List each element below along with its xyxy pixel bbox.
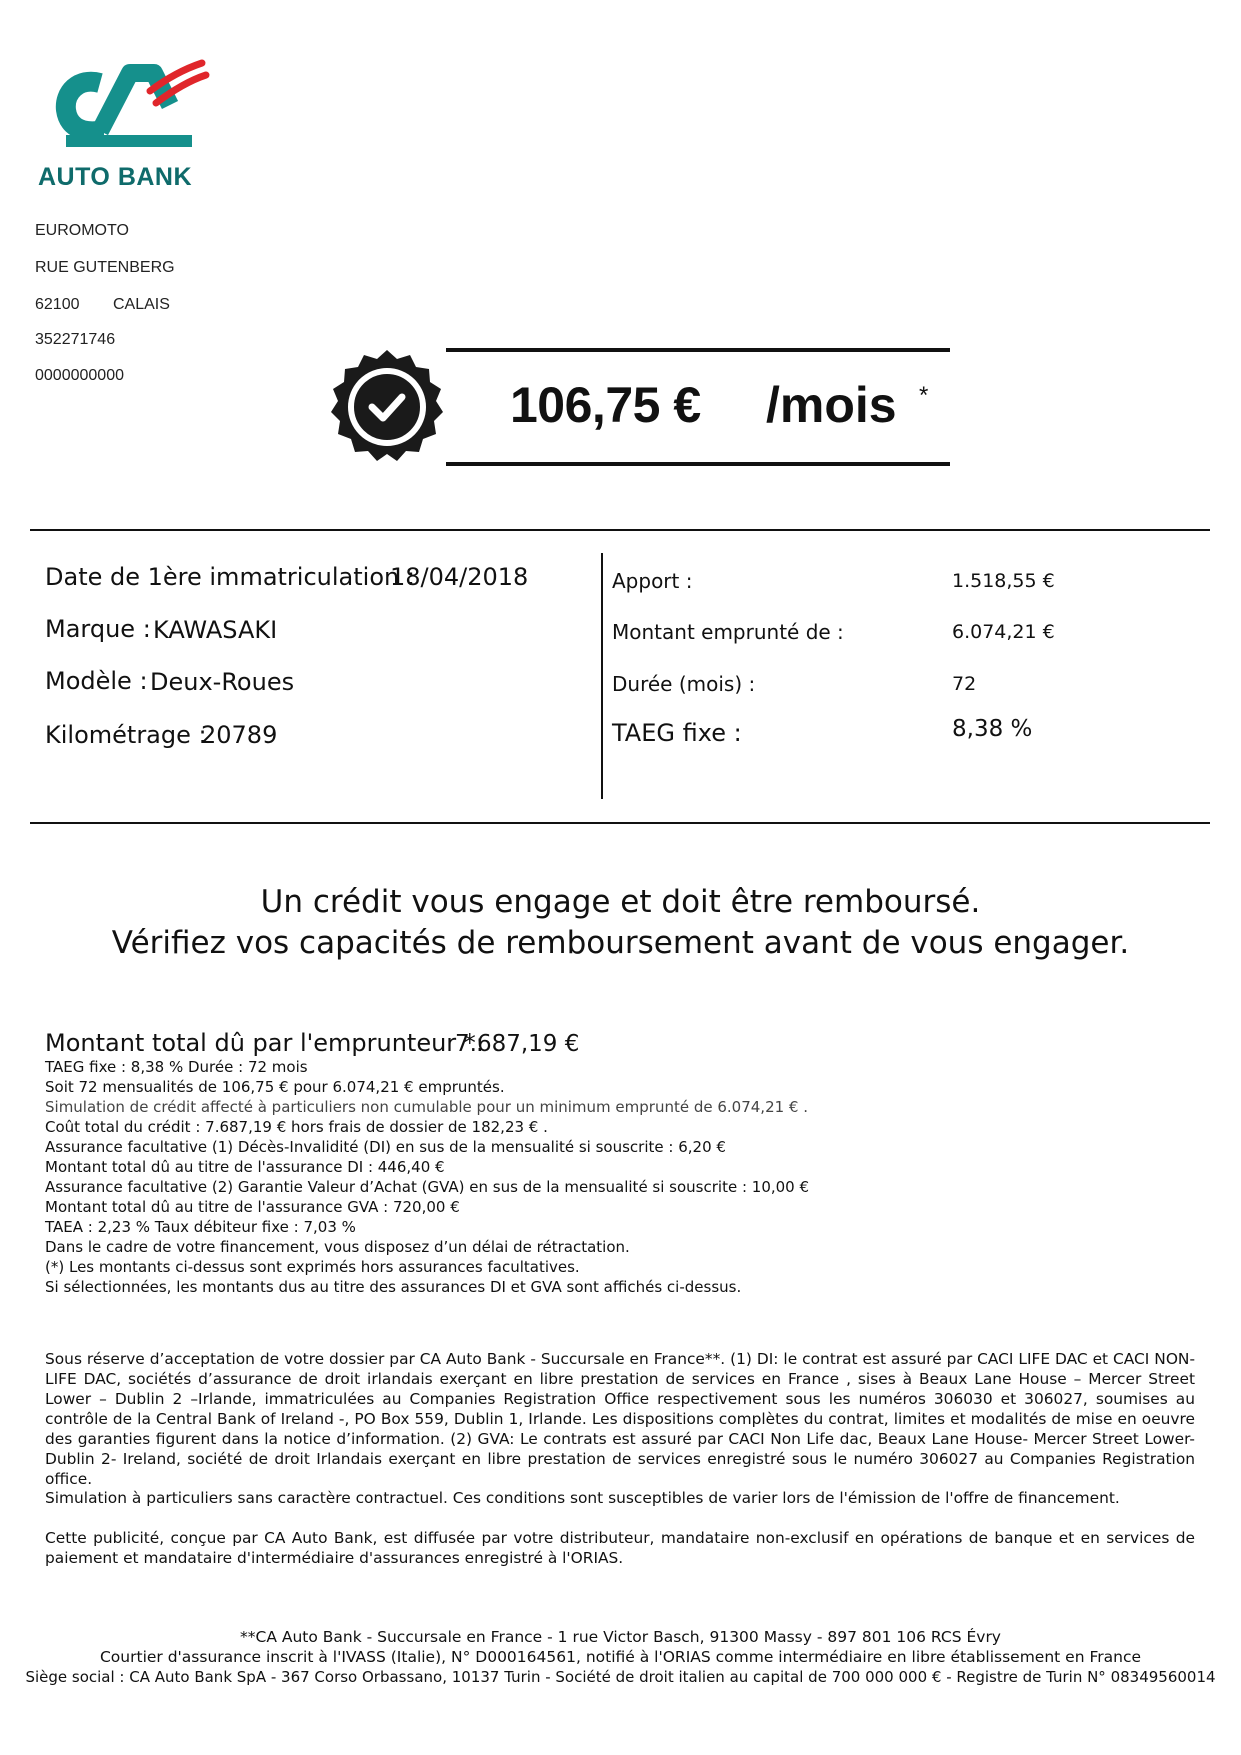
check-badge-icon [330,350,444,464]
borrowed-label: Montant emprunté de : [612,620,844,644]
total-due-title: Montant total dû par l'emprunteur *: [45,1029,484,1057]
dealer-phone: 0000000000 [35,367,124,384]
duration-value: 72 [952,673,977,695]
mileage-label: Kilométrage : [45,721,207,749]
footer-line-1: **CA Auto Bank - Succursale en France - 1 rue Victor Basch, 91300 Massy - 897 801 106 RCS Évry [240,1628,1001,1646]
legal-paragraph-3: Cette publicité, conçue par CA Auto Bank, est diffusée par votre distributeur, mandataire non-exclusif en opérations de banque et en services de paiement et mandataire d'intermédiaire d'assurances enregistré à l'ORIAS. [45,1529,1195,1567]
total-due-value: 7.687,19 € [455,1031,580,1057]
duration-label: Durée (mois) : [612,672,756,696]
brand-value: KAWASAKI [153,616,278,644]
warning-line-2: Vérifiez vos capacités de remboursement avant de vous engager. [111,925,1130,961]
mileage-value: 20789 [201,721,278,749]
footer-line-3: Siège social : CA Auto Bank SpA - 367 Corso Orbassano, 10137 Turin - Société de droit italien au capital de 700 000 000 € - Registre de Turin N° 08349560014 [25,1668,1216,1686]
detail-line: Assurance facultative (1) Décès-Invalidité (DI) en sus de la mensualité si souscrite : 6,20 € [45,1138,726,1156]
model-value: Deux-Roues [150,668,295,696]
detail-line: Simulation de crédit affecté à particuliers non cumulable pour un minimum emprunté de 6.074,21 € . [45,1098,809,1116]
detail-line: Coût total du crédit : 7.687,19 € hors frais de dossier de 182,23 € . [45,1118,548,1136]
dealer-city: CALAIS [113,296,170,313]
divider-bottom [30,822,1210,824]
first-registration-label: Date de 1ère immatriculation : [45,563,415,591]
monthly-amount: 106,75 € [510,377,701,433]
warning-line-1: Un crédit vous engage et doit être remboursé. [260,884,981,920]
divider-top [30,529,1210,531]
monthly-asterisk: * [919,382,929,409]
detail-line: TAEA : 2,23 % Taux débiteur fixe : 7,03 % [45,1218,356,1236]
detail-line: (*) Les montants ci-dessus sont exprimés hors assurances facultatives. [45,1258,580,1276]
taeg-value: 8,38 % [952,716,1033,742]
model-label: Modèle : [45,667,148,695]
brand-label: Marque : [45,615,151,643]
brand-name: AUTO BANK [38,163,193,191]
legal-paragraph-1: Sous réserve d’acceptation de votre dossier par CA Auto Bank - Succursale en France**. (1) DI: le contrat est assuré par CACI LIFE DAC et CACI NON-LIFE DAC, sociétés d’assurance de droit irlandais exerçant en libre prestation de services en France , sises à Beaux Lane House – Mercer Street Lower – Dublin 2 –Irlande, immatriculées au Companies Registration Office respectivement sous les numéros 306030 et 306027, soumises au contrôle de la Central Bank of Ireland -, PO Box 559, Dublin 1, Irlande. Les dispositions complètes du contrat, limites et modalités de mise en oeuvre des garanties figurent dans la notice d’information. (2) GVA: Le contrats est assuré par CACI Non Life dac, Beaux Lane House- Mercer Street Lower- Dublin 2- Ireland, société de droit Irlandais exerçant en libre prestation de services enregistré sous le numéro 306027 au Companies Registration office. [45,1350,1195,1488]
borrowed-value: 6.074,21 € [952,621,1055,643]
taeg-label: TAEG fixe : [612,719,742,747]
dealer-postcode: 62100 [35,296,80,313]
detail-line: TAEG fixe : 8,38 % Durée : 72 mois [45,1058,308,1076]
detail-line: Montant total dû au titre de l'assurance GVA : 720,00 € [45,1198,460,1216]
detail-line: Montant total dû au titre de l'assurance DI : 446,40 € [45,1158,445,1176]
ca-auto-bank-logo [38,55,228,195]
first-registration-value: 18/04/2018 [390,563,529,591]
legal-paragraph-2: Simulation à particuliers sans caractère contractuel. Ces conditions sont susceptibles de varier lors de l'émission de l'offre de financement. [45,1489,1120,1507]
dealer-siren: 352271746 [35,331,116,348]
deposit-value: 1.518,55 € [952,570,1055,592]
footer-line-2: Courtier d'assurance inscrit à l'IVASS (Italie), N° D000164561, notifié à l'ORIAS comme intermédiaire en libre établissement en France [99,1648,1141,1666]
deposit-label: Apport : [612,569,693,593]
detail-line: Assurance facultative (2) Garantie Valeur d’Achat (GVA) en sus de la mensualité si souscrite : 10,00 € [45,1178,810,1196]
monthly-unit: /mois [766,377,897,433]
detail-line: Soit 72 mensualités de 106,75 € pour 6.074,21 € empruntés. [45,1078,505,1096]
dealer-name: EUROMOTO [35,222,129,239]
dealer-street: RUE GUTENBERG [35,259,175,276]
detail-line: Dans le cadre de votre financement, vous disposez d’un délai de rétractation. [45,1238,630,1256]
detail-line: Si sélectionnées, les montants dus au titre des assurances DI et GVA sont affichés ci-dessus. [45,1278,742,1296]
ca-logo-icon [38,55,228,160]
divider-vertical [601,553,603,799]
